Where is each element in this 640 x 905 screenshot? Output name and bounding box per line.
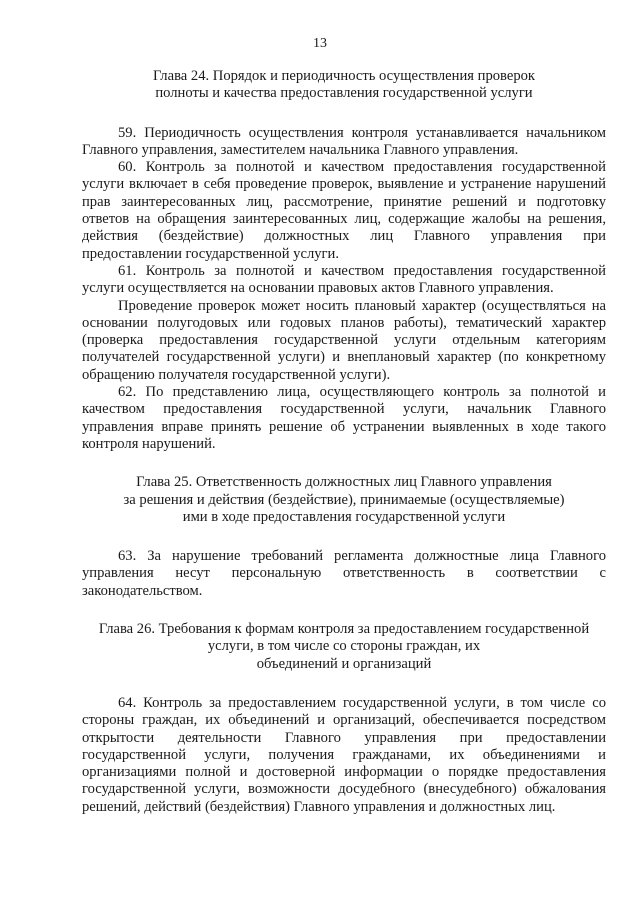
chapter-25-heading — [82, 474, 606, 526]
page-number: 13 — [313, 36, 327, 51]
chapter-26-heading — [82, 621, 606, 673]
paragraph-60: 60. Контроль за полнотой и качеством предоставления государственной услуги включает в себя проведение проверок, выявление и устранение нарушений прав заинтересованных лиц, рассмотрение, принятие решений и подготовку ответов на обращения заинтересованных лиц, содержащие жалобы на решения, действия (бездействие) должностных лиц Главного управления при предоставлении государственной услуги. — [82, 159, 606, 262]
paragraph-61: 61. Контроль за полнотой и качеством предоставления государственной услуги осуществляется на основании правовых актов Главного управления. — [82, 262, 606, 297]
heading-line: Глава 25. Ответственность должностных лиц Главного управления — [136, 474, 552, 491]
paragraph-61-continued: Проведение проверок может носить плановый характер (осуществляться на основании полугодовых или годовых планов работы), тематический характер (проверка предоставления государственной услуги отдельным категориям получателей государственной услуги) и внеплановый характер (по конкретному обращению получателя государственной услуги). — [82, 297, 606, 383]
heading-line: ими в ходе предоставления государственной услуги — [182, 508, 506, 525]
paragraph-59: 59. Периодичность осуществления контроля устанавливается начальником Главного управления, заместителем начальника Главного управления. — [82, 124, 606, 158]
paragraph-62: 62. По представлению лица, осуществляющего контроль за полнотой и качеством предоставления государственной услуги, начальник Главного управления вправе принять решение об устранении выявленных в ходе такого контроля нарушений. — [82, 384, 606, 452]
heading-line: услуги, в том числе со стороны граждан, их — [207, 638, 481, 655]
heading-line: полноты и качества предоставления государственной услуги — [155, 85, 533, 102]
heading-line: Глава 26. Требования к формам контроля за предоставлением государственной — [98, 621, 590, 638]
paragraph-63: 63. За нарушение требований регламента должностные лица Главного управления несут персональную ответственность в соответствии с законодательством. — [82, 548, 606, 599]
heading-line: Глава 24. Порядок и периодичность осуществления проверок — [152, 68, 536, 84]
heading-line: за решения и действия (бездействие), принимаемые (осуществляемые) — [123, 491, 565, 508]
paragraph-64: 64. Контроль за предоставлением государственной услуги, в том числе со стороны граждан, их объединений и организаций, обеспечивается посредством открытости деятельности Главного управления при предоставлении государственной услуги, получения гражданами, их объединениями и организациями полной и достоверной информации о порядке предоставления государственной услуги, возможности досудебного (внесудебного) обжалования решений, действий (бездействия) Главного управления и должностных лиц. — [82, 694, 606, 815]
page-content — [82, 68, 606, 816]
chapter-24-heading — [82, 68, 606, 103]
heading-line: объединений и организаций — [256, 655, 432, 672]
